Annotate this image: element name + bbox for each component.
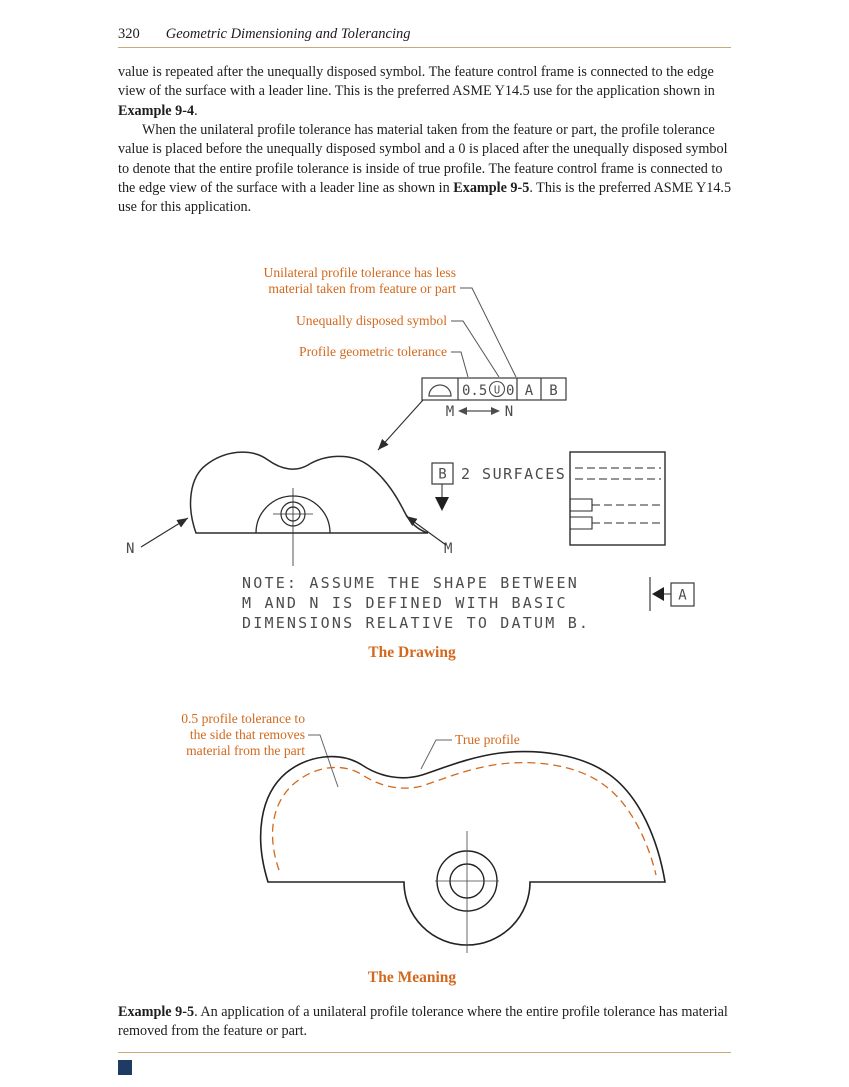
leader-profile [451, 352, 468, 377]
datum-b-letter: B [438, 466, 447, 483]
part-side-view [570, 452, 665, 545]
callout-profile-tolerance: Profile geometric tolerance [299, 344, 447, 359]
part-outline [191, 452, 428, 533]
page-edge-tab [118, 1060, 132, 1075]
leader-unilateral [460, 288, 516, 377]
leader-n [141, 518, 188, 547]
keyseat-lower [570, 517, 592, 529]
datum-a-callout [650, 577, 694, 611]
example-9-4-ref: Example 9-4 [118, 102, 195, 119]
point-label-n: N [126, 541, 135, 557]
between-label-m: M [445, 404, 455, 420]
leader-unequally [451, 321, 499, 377]
callout-leaders [451, 288, 516, 377]
meaning-title: The Meaning [367, 969, 457, 986]
figure-the-drawing [0, 255, 849, 665]
figure-the-meaning [0, 705, 849, 995]
fcf-datum-a: A [524, 383, 534, 399]
running-head [118, 26, 731, 43]
datum-a-letter: A [678, 587, 687, 604]
figure-caption [118, 1003, 734, 1042]
datum-a-triangle-icon [652, 587, 664, 601]
datum-b-triangle-icon [435, 497, 449, 511]
fcf-datum-b: B [549, 383, 558, 399]
part-front-view [191, 452, 428, 566]
callout-unilateral-line1: Unilateral profile tolerance has less [263, 265, 456, 280]
callout-tolerance-line1: 0.5 profile tolerance to [181, 711, 305, 726]
footer-rule [118, 1052, 731, 1053]
paragraph-1-text: value is repeated after the unequally disposed symbol. The feature control frame is connected to the edge view of the surface with a leader line. This is the preferred ASME Y14.5 use for the application shown in [118, 64, 715, 100]
paragraph-1-end: . [194, 102, 198, 119]
datum-b-callout [432, 463, 566, 511]
between-arrow-left-icon [458, 407, 467, 415]
fcf-tolerance-value: 0.5 [462, 383, 488, 399]
callout-tolerance-line3: material from the part [186, 743, 305, 758]
book-title: Geometric Dimensioning and Tolerancing [165, 26, 411, 42]
between-arrow-right-icon [491, 407, 500, 415]
true-profile-outline [261, 752, 665, 945]
feature-control-frame [422, 378, 566, 400]
callout-true-profile: True profile [455, 732, 520, 747]
paragraph-2-end: . This is the preferred ASME Y14.5 use for this application. [118, 179, 732, 216]
callout-tolerance-line2: the side that removes [189, 727, 305, 742]
drawing-note [242, 574, 590, 632]
drawing-title: The Drawing [368, 644, 456, 661]
callout-unequally-disposed: Unequally disposed symbol [295, 313, 447, 328]
keyseat-upper [570, 499, 592, 511]
fcf-leader-line [378, 400, 423, 450]
page-number: 320 [118, 26, 140, 42]
paragraph-1 [118, 63, 734, 121]
fcf-modifier-u: U [493, 384, 501, 397]
profile-of-surface-icon [429, 385, 451, 396]
note-line-3: DIMENSIONS RELATIVE TO DATUM B. [242, 614, 591, 632]
between-m-n [446, 404, 513, 420]
caption-text: . An application of a unilateral profile tolerance where the entire profile tolerance has material removed from the feature or part. [118, 1004, 728, 1040]
example-9-5-ref: Example 9-5 [453, 179, 530, 196]
paragraph-2-text: When the unilateral profile tolerance has material taken from the feature or part, the profile tolerance value is placed before the unequally disposed symbol and a 0 is placed after the unequally disposed symbol to denote that the entire profile tolerance is inside of true profile. The feature control frame is connected to the edge view of the surface with a leader line as shown in [118, 122, 728, 196]
callout-unilateral-line2: material taken from feature or part [268, 281, 456, 296]
point-label-m: M [444, 541, 453, 557]
leader-true-profile [421, 740, 452, 769]
between-label-n: N [504, 404, 514, 420]
leader-tolerance-zone [308, 735, 338, 787]
note-line-1: NOTE: ASSUME THE SHAPE BETWEEN [242, 574, 579, 592]
paragraph-2 [118, 121, 734, 217]
meaning-part [261, 752, 665, 953]
note-line-2: M AND N IS DEFINED WITH BASIC [242, 594, 568, 612]
tolerance-boundary-curve [273, 763, 656, 875]
surfaces-note: 2 SURFACES [461, 465, 567, 483]
leader-m [406, 516, 446, 545]
fcf-zero-value: 0 [506, 383, 515, 399]
caption-example-ref: Example 9-5 [118, 1004, 195, 1020]
header-rule [118, 47, 731, 48]
